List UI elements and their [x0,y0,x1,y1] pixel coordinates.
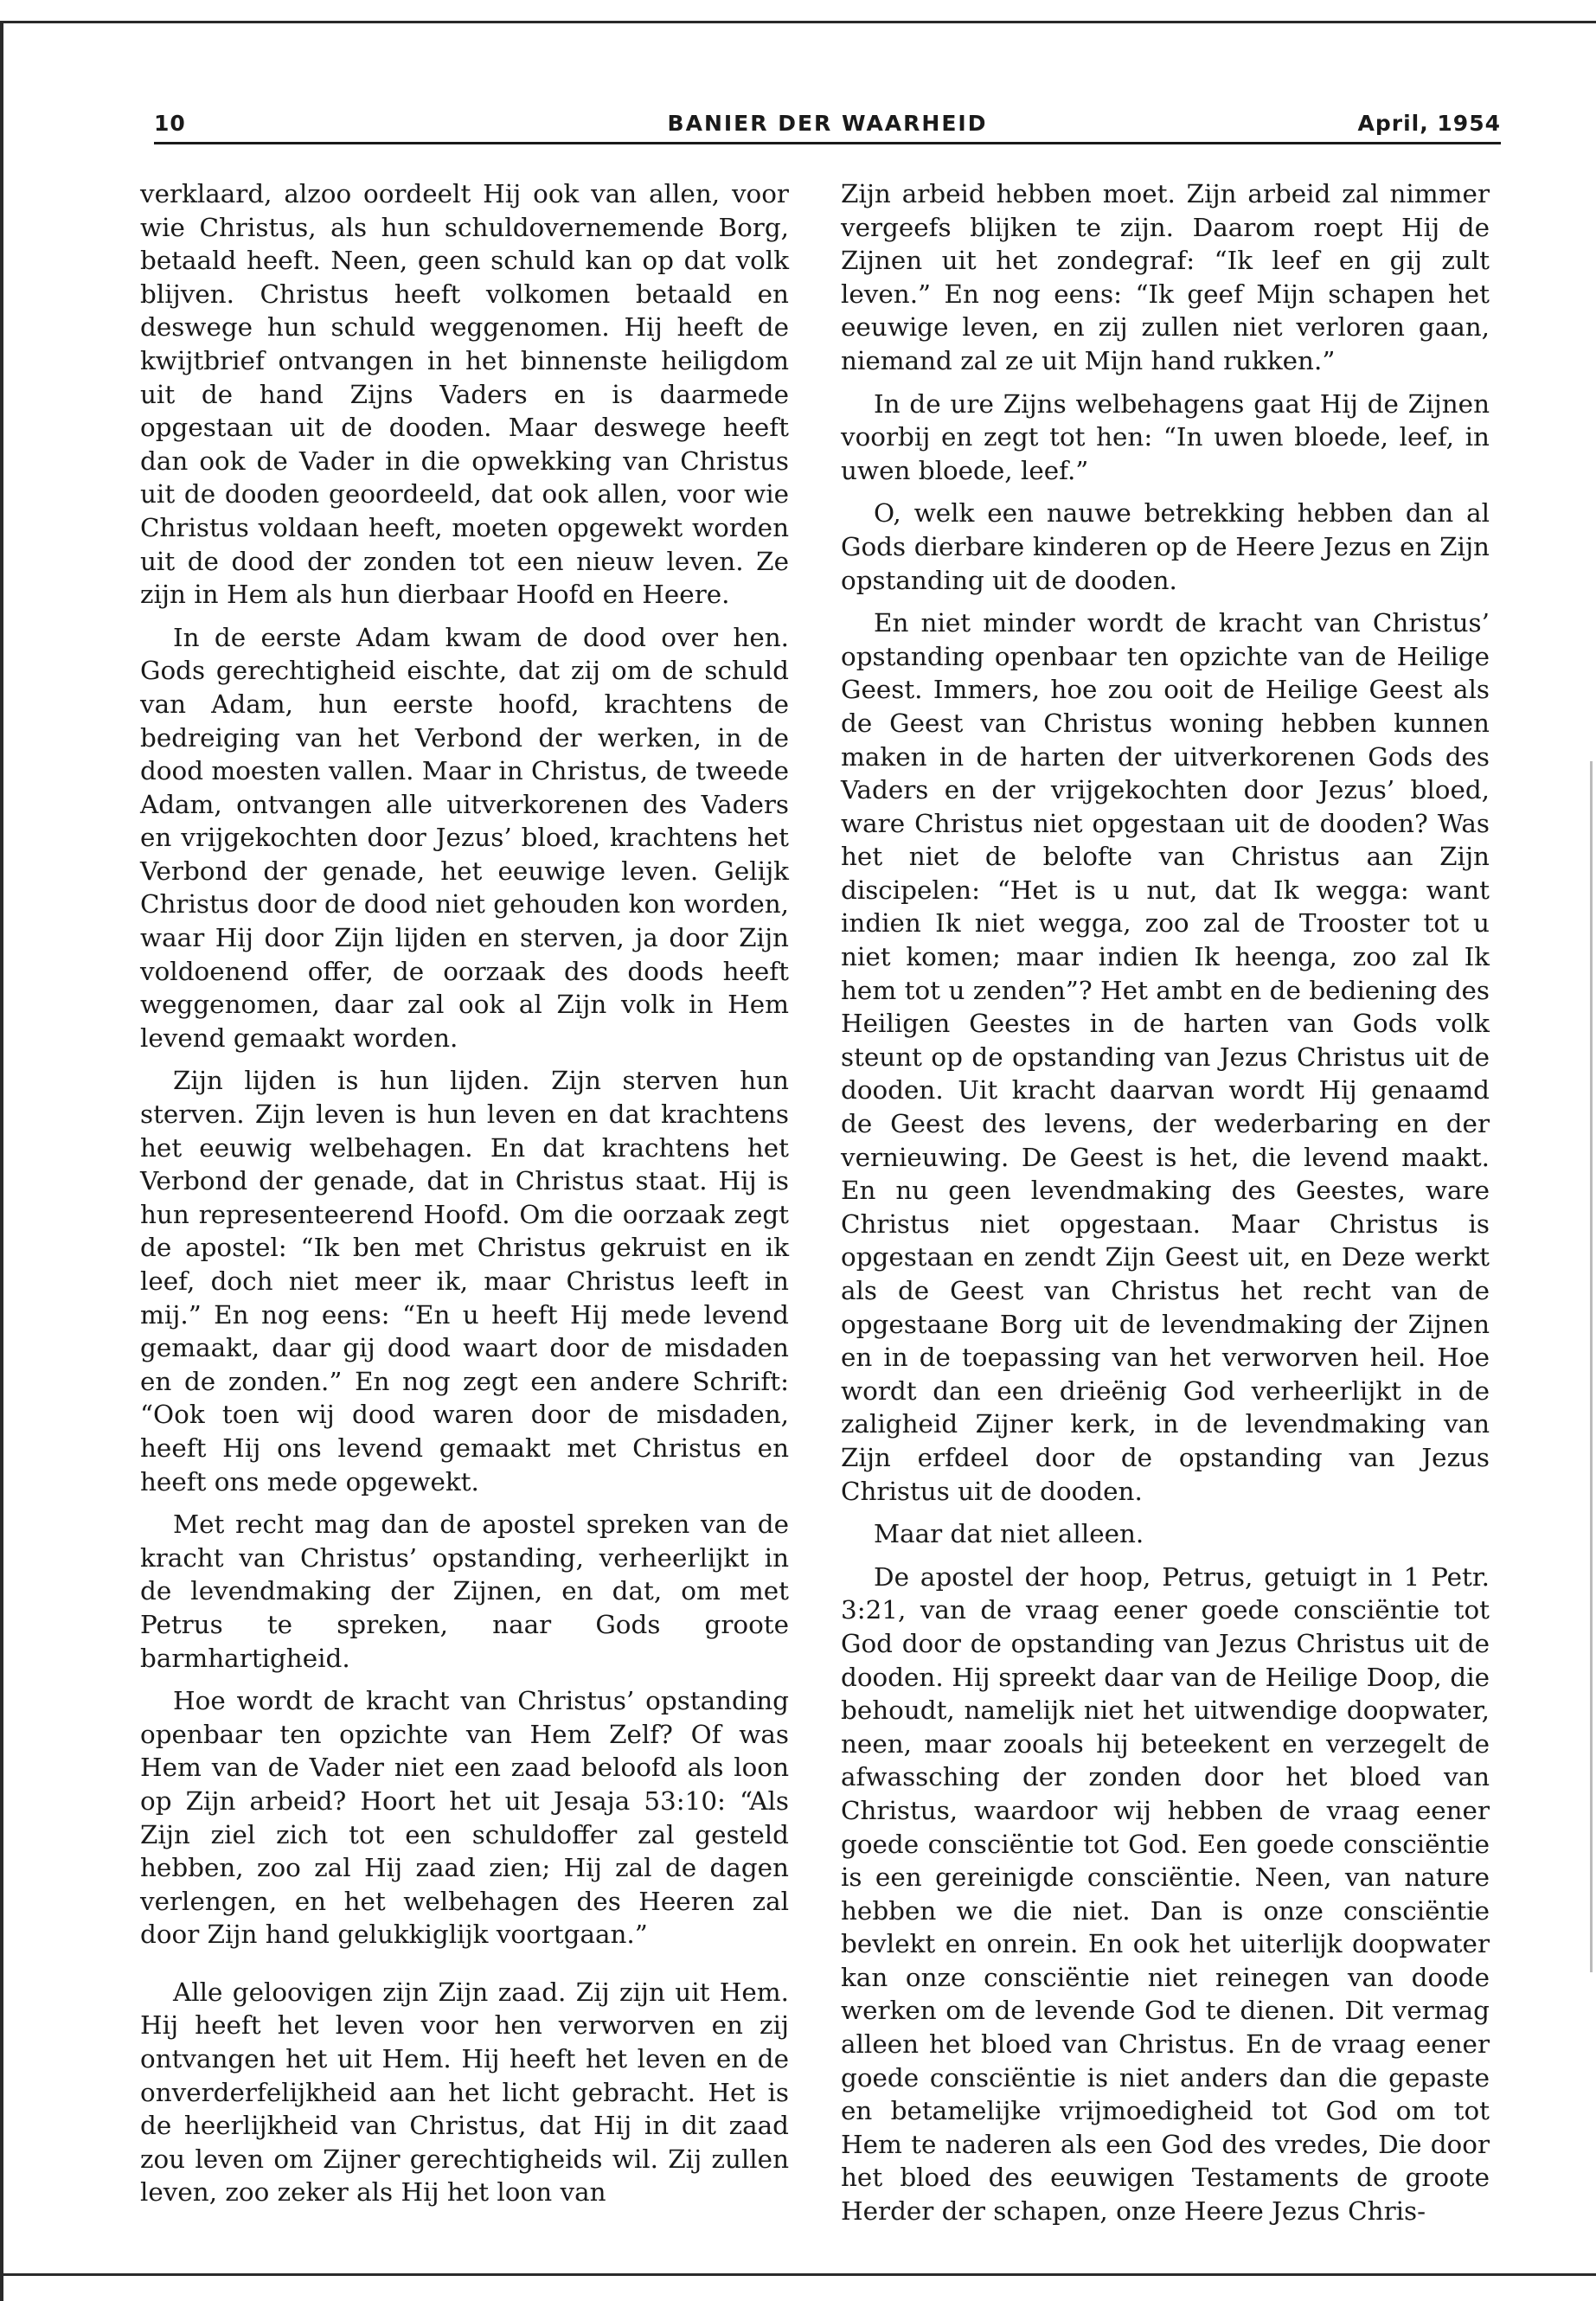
paragraph: Zijn lijden is hun lijden. Zijn sterven hun sterven. Zijn leven is hun leven en dat krachtens het eeuwig welbehagen. En dat krachtens het Verbond der genade, dat in Christus staat. Hij is hun representeerend Hoofd. Om die oorzaak zegt de apostel: “Ik ben met Christus gekruist en ik leef, doch niet meer ik, maar Christus leeft in mij.” En nog eens: “En u heeft Hij mede levend gemaakt, daar gij dood waart door de misdaden en de zonden.” En nog zegt een andere Schrift: “Ook toen wij dood waren door de misdaden, heeft Hij ons levend gemaakt met Christus en heeft ons mede opgewekt. [140,1066,789,1497]
left-column [140,177,789,2219]
header-rule [154,142,1501,144]
paragraph: verklaard, alzoo oordeelt Hij ook van allen, voor wie Christus, als hun schuldovernemende Borg, betaald heeft. Neen, geen schuld kan op dat volk blijven. Christus heeft volkomen betaald en deswege hun schuld weggenomen. Hij heeft de kwijtbrief ontvangen in het binnenste heiligdom uit de hand Zijns Vaders en is daarmede opgestaan uit de dooden. Maar deswege heeft dan ook de Vader in die opwekking van Christus uit de dooden geoordeeld, dat ook allen, voor wie Christus voldaan heeft, moeten opgewekt worden uit de dood der zonden tot een nieuw leven. Ze zijn in Hem als hun dierbaar Hoofd en Heere. [140,179,789,610]
scan-edge-left [0,21,3,2301]
paragraph: In de ure Zijns welbehagens gaat Hij de Zijnen voorbij en zegt tot hen: “In uwen bloede, leef, in uwen bloede, leef.” [841,388,1490,485]
paragraph: O, welk een nauwe betrekking hebben dan al Gods dierbare kinderen op de Heere Jezus en Zijn opstanding uit de dooden. [841,498,1490,595]
scan-edge-top [0,21,1596,23]
issue-date: April, 1954 [1357,111,1501,136]
paragraph: Zijn arbeid hebben moet. Zijn arbeid zal nimmer vergeefs blijken te zijn. Daarom roept Hij de Zijnen uit het zondegraf: “Ik leef en gij zult leven.” En nog eens: “Ik geef Mijn schapen het eeuwige leven, en zij zullen niet verloren gaan, niemand zal ze uit Mijn hand rukken.” [841,179,1490,375]
right-column [841,177,1490,2238]
paragraph: In de eerste Adam kwam de dood over hen. Gods gerechtigheid eischte, dat zij om de schuld van Adam, hun eerste hoofd, krachtens de bedreiging van het Verbond der werken, in de dood moesten vallen. Maar in Christus, de tweede Adam, ontvangen alle uitverkorenen des Vaders en vrijgekochten door Jezus’ bloed, krachtens het Verbond der genade, het eeuwige leven. Gelijk Christus door de dood niet gehouden kon worden, waar Hij door Zijn lijden en sterven, ja door Zijn voldoenend offer, de oorzaak des doods heeft weggenomen, daar zal ook al Zijn volk in Hem levend gemaakt worden. [140,622,789,1053]
paragraph: Met recht mag dan de apostel spreken van de kracht van Christus’ opstanding, verheerlijkt in de levendmaking der Zijnen, en dat, om met Petrus te spreken, naar Gods groote barmhartigheid. [140,1509,789,1673]
paragraph: En niet minder wordt de kracht van Christus’ opstanding openbaar ten opzichte van de Heilige Geest. Immers, hoe zou ooit de Heilige Geest als de Geest van Christus woning hebben kunnen maken in de harten der uitverkorenen Gods des Vaders en der vrijgekochten door Jezus’ bloed, ware Christus niet opgestaan uit de dooden? Was het niet de belofte van Christus aan Zijn discipelen: “Het is u nut, dat Ik wegga: want indien Ik niet wegga, zoo zal de Trooster tot u niet komen; maar indien Ik heenga, zoo zal Ik hem tot u zenden”? Het ambt en de bediening des Heiligen Geestes in de harten van Gods volk steunt op de opstanding van Jezus Christus uit de dooden. Uit kracht daarvan wordt Hij genaamd de Geest des levens, der wederbaring en der vernieuwing. De Geest is het, die levend maakt. En nu geen levendmaking des Geestes, ware Christus niet opgestaan. Maar Christus is opgestaan en zendt Zijn Geest uit, en Deze werkt als de Geest van Christus het recht van de opgestaane Borg uit de levendmaking der Zijnen en in de toepassing van het verworven heil. Hoe wordt dan een drieënig God verheerlijkt in de zaligheid Zijner kerk, in de levendmaking van Zijn erfdeel door de opstanding van Jezus Christus uit de dooden. [841,608,1490,1506]
running-header [154,106,1501,140]
page-number: 10 [154,111,186,136]
paragraph: Maar dat niet alleen. [874,1519,1144,1549]
scan-edge-bottom [0,2273,1596,2276]
paragraph: De apostel der hoop, Petrus, getuigt in 1 Petr. 3:21, van de vraag eener goede consciëntie tot God door de opstanding van Jezus Christus uit de dooden. Hij spreekt daar van de Heilige Doop, die behoudt, namelijk niet het uitwendige doopwater, neen, maar zooals hij beteekent en verzegelt de afwassching der zonden door het bloed van Christus, waardoor wij hebben de vraag eener goede consciëntie tot God. Een goede consciëntie is een gereinigde consciëntie. Neen, van nature hebben we die niet. Dan is onze consciëntie bevlekt en onrein. En ook het uiterlijk doopwater kan onze consciëntie niet reinegen van doode werken om de levende God te dienen. Dit vermag alleen het bloed van Christus. En de vraag eener goede consciëntie is niet anders dan die gepaste en betamelijke vrijmoedigheid tot God om tot Hem te naderen als een God des vredes, Die door het bloed des eeuwigen Testaments de groote Herder der schapen, onze Heere Jezus Chris- [841,1561,1490,2227]
journal-title: BANIER DER WAARHEID [667,111,988,136]
scan-edge-right [1590,761,1593,1972]
paragraph: Hoe wordt de kracht van Christus’ opstanding openbaar ten opzichte van Hem Zelf? Of was Hem van de Vader niet een zaad beloofd als loon op Zijn arbeid? Hoort het uit Jesaja 53:10: “Als Zijn ziel zich tot een schuldoffer zal gesteld hebben, zoo zal Hij zaad zien; Hij zal de dagen verlengen, en het welbehagen des Heeren zal door Zijn hand gelukkiglijk voortgaan.” [140,1686,789,1950]
paragraph: Alle geloovigen zijn Zijn zaad. Zij zijn uit Hem. Hij heeft het leven voor hen verworven en zij ontvangen het uit Hem. Hij heeft het leven en de onverderfelijkheid aan het licht gebracht. Het is de heerlijkheid van Christus, dat Hij in dit zaad zou leven om Zijner gerechtigheids wil. Zij zullen leven, zoo zeker als Hij het loon van [140,1977,789,2208]
